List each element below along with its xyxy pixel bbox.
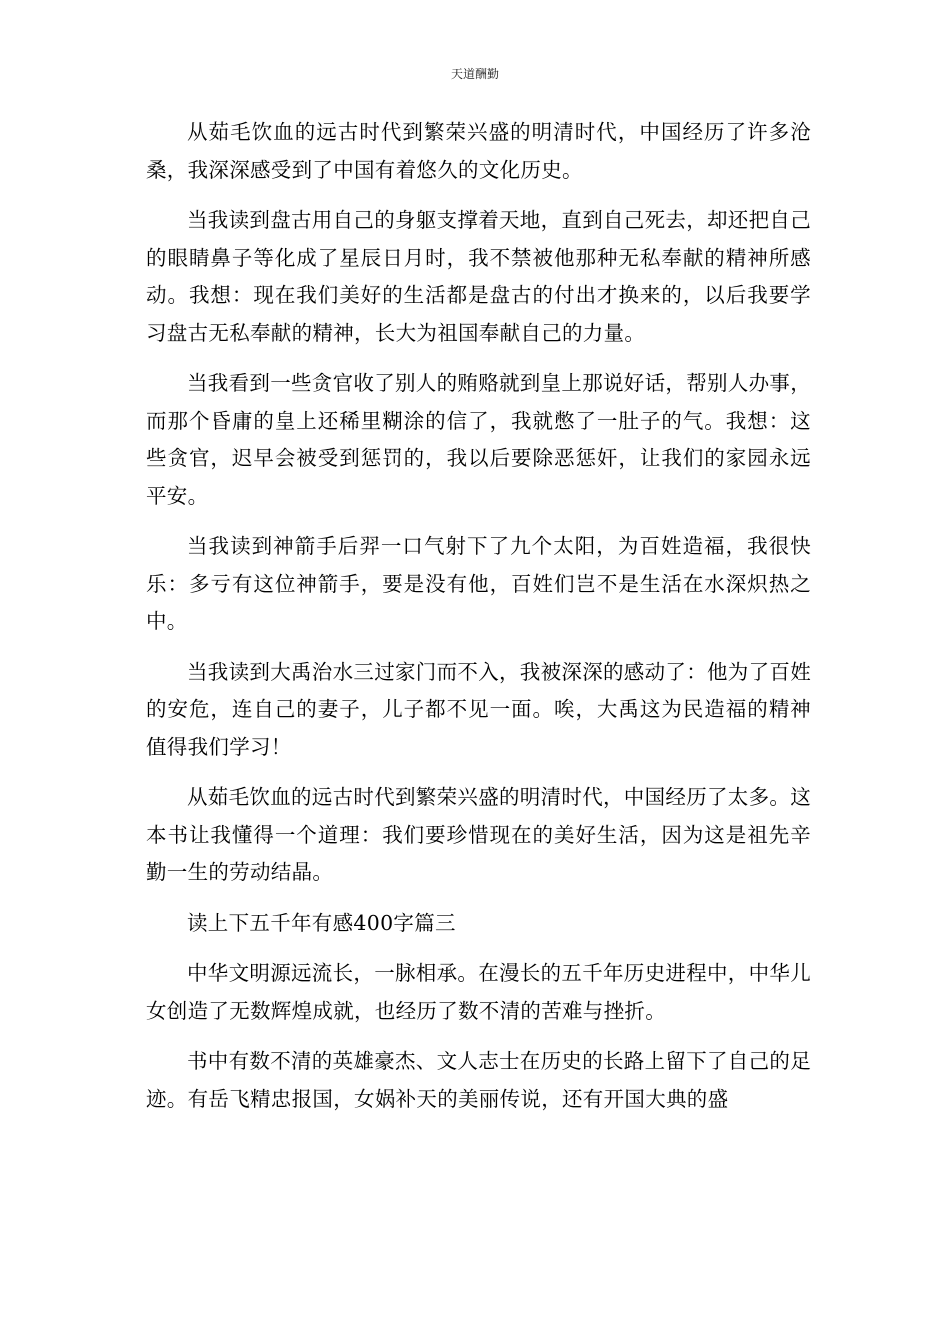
paragraph-2: 当我读到盘古用自己的身躯支撑着天地，直到自己死去，却还把自己的眼睛鼻子等化成了星辰日月时，我不禁被他那种无私奉献的精神所感动。我想：现在我们美好的生活都是盘古的付出才换来的，以后我要学习盘古无私奉献的精神，长大为祖国奉献自己的力量。 xyxy=(146,208,811,345)
paragraph-3: 当我看到一些贪官收了别人的贿赂就到皇上那说好话，帮别人办事，而那个昏庸的皇上还稀里糊涂的信了，我就憋了一肚子的气。我想：这些贪官，迟早会被受到惩罚的，我以后要除恶惩奸，让我们的家园永远平安。 xyxy=(146,371,811,508)
page-header: 天道酬勤 xyxy=(450,67,499,81)
paragraph-8: 书中有数不清的英雄豪杰、文人志士在历史的长路上留下了自己的足迹。有岳飞精忠报国，女娲补天的美丽传说，还有开国大典的盛 xyxy=(146,1049,811,1111)
paragraph-4: 当我读到神箭手后羿一口气射下了九个太阳，为百姓造福，我很快乐：多亏有这位神箭手，要是没有他，百姓们岂不是生活在水深炽热之中。 xyxy=(146,534,811,633)
paragraph-5: 当我读到大禹治水三过家门而不入，我被深深的感动了：他为了百姓的安危，连自己的妻子，儿子都不见一面。唉，大禹这为民造福的精神值得我们学习！ xyxy=(146,659,811,759)
document-body xyxy=(146,114,811,1131)
paragraph-7: 中华文明源远流长，一脉相承。在漫长的五千年历史进程中，中华儿女创造了无数辉煌成就，也经历了数不清的苦难与挫折。 xyxy=(146,961,811,1023)
paragraph-1: 从茹毛饮血的远古时代到繁荣兴盛的明清时代，中国经历了许多沧桑，我深深感受到了中国有着悠久的文化历史。 xyxy=(146,120,811,182)
section-heading: 读上下五千年有感400字篇三 xyxy=(187,910,456,935)
paragraph-6: 从茹毛饮血的远古时代到繁荣兴盛的明清时代，中国经历了太多。这本书让我懂得一个道理：我们要珍惜现在的美好生活，因为这是祖先辛勤一生的劳动结晶。 xyxy=(146,785,811,884)
